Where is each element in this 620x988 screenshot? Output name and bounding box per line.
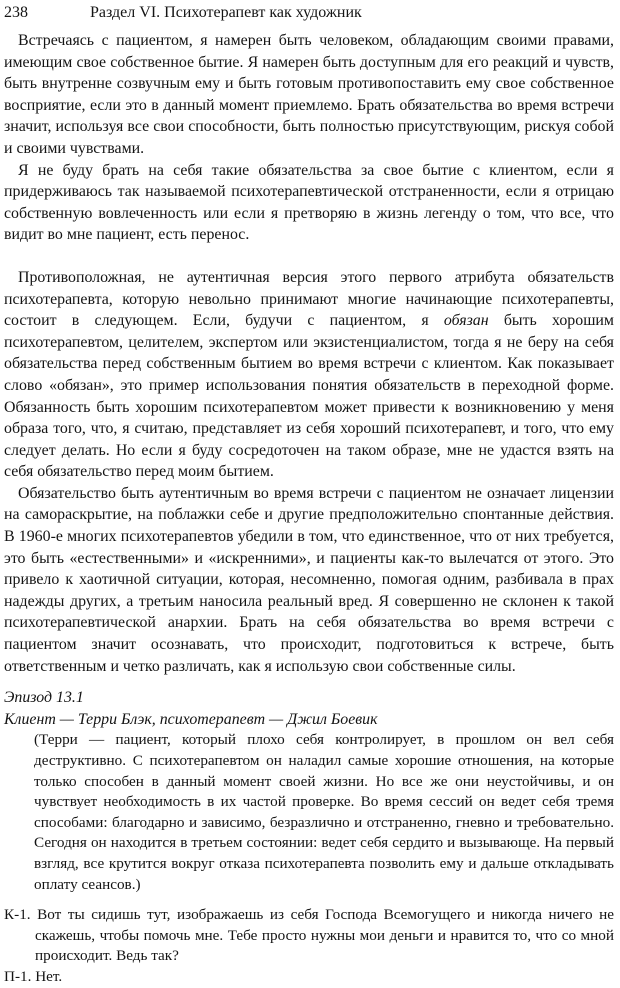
case-note: (Терри — пациент, который плохо себя контролирует, в прошлом он вел себя деструктивно. С психотерапевтом он наладил самые хорошие отношения, на которые только способен в данный момент своей жизни. Но все же они неустойчивы, и он чувствует необходимость в их частой проверке. Во время сессий он ведет себя тремя способами: благодарно и зависимо, безразлично и отстраненно, гневно и требовательно. Сегодня он находится в третьем состоянии: ведет себя сердито и вызывающе. На первый взгляд, все крутится вокруг отказа психотерапевта позволить ему и дальше откладывать оплату сеансов.) — [34, 731, 614, 893]
paragraph-text: быть хорошим психотерапевтом, целителем, экспертом или экзистенциалистом, тогда я не беру на себя обязательства перед собственным бытием во время встречи с клиентом. Как показывает слово «обязан», это пример использования понятия обязательств в переходной форме. Обязанность быть хорошим психотерапевтом может привести к возникновению у меня образа того, что, я считаю, представляет из себя хороший психотерапевт, и того, что ему следует делать. Но если я буду сосредоточен на таком образе, мне не удастся взять на себя обязательство перед моим бытием. — [4, 312, 614, 481]
episode-title: Эпизод 13.1 — [4, 689, 84, 707]
running-title: Раздел VI. Психотерапевт как художник — [90, 4, 362, 21]
body-paragraph — [4, 267, 614, 483]
paragraph-text: Противоположная, не аутентичная версия этого первого атрибута обязательств психотерапевта, которую невольно принимают многие начинающие психотерапевты, состоит в следующем. Если, будучи с пациентом, я — [4, 268, 614, 330]
turn-text: Нет. — [35, 967, 63, 985]
dialogue — [4, 905, 614, 987]
body-paragraph: Встречаясь с пациентом, я намерен быть человеком, обладающим своими правами, имеющим свое собственное бытие. Я намерен быть доступным для его реакций и чувств, быть внутренне созвучным ему и быть готовым противопоставить ему свое собственное восприятие, если это в данный момент приемлемо. Брать обязательства во время встречи значит, используя все свои способности, быть полностью присутствующим, рискуя собой и своими чувствами. — [4, 32, 614, 157]
episode-block — [4, 687, 614, 895]
body-paragraph: Обязательство быть аутентичным во время встречи с пациентом не означает лицензии на самораскрытие, на поблажки себе и другие предположительно спонтанные действия. В 1960-е многих психотерапевтов убедили в том, что единственное, что от них требуется, это быть «естественными» и «искренними», и пациенты как-то вылечатся от этого. Это привело к хаотичной ситуации, которая, несомненно, помогая одним, разбивала в прах надежды других, а третьим наносила реальный вред. Я совершенно не склонен к такой психотерапевтической анархии. Брать на себя обязательства во время встречи с пациентом значит осознавать, что происходит, подготовиться к встрече, быть ответственным и четко различать, как я использую свои собственные силы. — [4, 484, 614, 675]
section-gap — [4, 677, 614, 687]
running-head — [4, 2, 614, 30]
turn-speaker: К-1. — [4, 906, 31, 924]
turn-speaker: П-1. — [4, 967, 32, 985]
dialogue-turn — [4, 905, 614, 967]
section-gap — [4, 895, 614, 905]
episode-cast: Клиент — Терри Блэк, психотерапевт — Джил Боевик — [4, 710, 378, 728]
body-paragraph: Я не буду брать на себя такие обязательства за свое бытие с клиентом, если я придерживаюсь так называемой психотерапевтической отстраненности, если я отрицаю собственную вовлеченность или если я претворяю в жизнь легенду о том, что все, что видит во мне пациент, есть перенос. — [4, 161, 614, 244]
section-gap — [4, 246, 614, 267]
dialogue-turn — [4, 967, 614, 988]
emphasized-word: обязан — [443, 312, 489, 330]
turn-text: Вот ты сидишь тут, изображаешь из себя Господа Всемогущего и никогда ничего не скажешь, чтобы помочь мне. Тебе просто нужны мои деньги и нравится то, что со мной происходит. Ведь так? — [35, 906, 614, 965]
page-number: 238 — [4, 4, 28, 21]
